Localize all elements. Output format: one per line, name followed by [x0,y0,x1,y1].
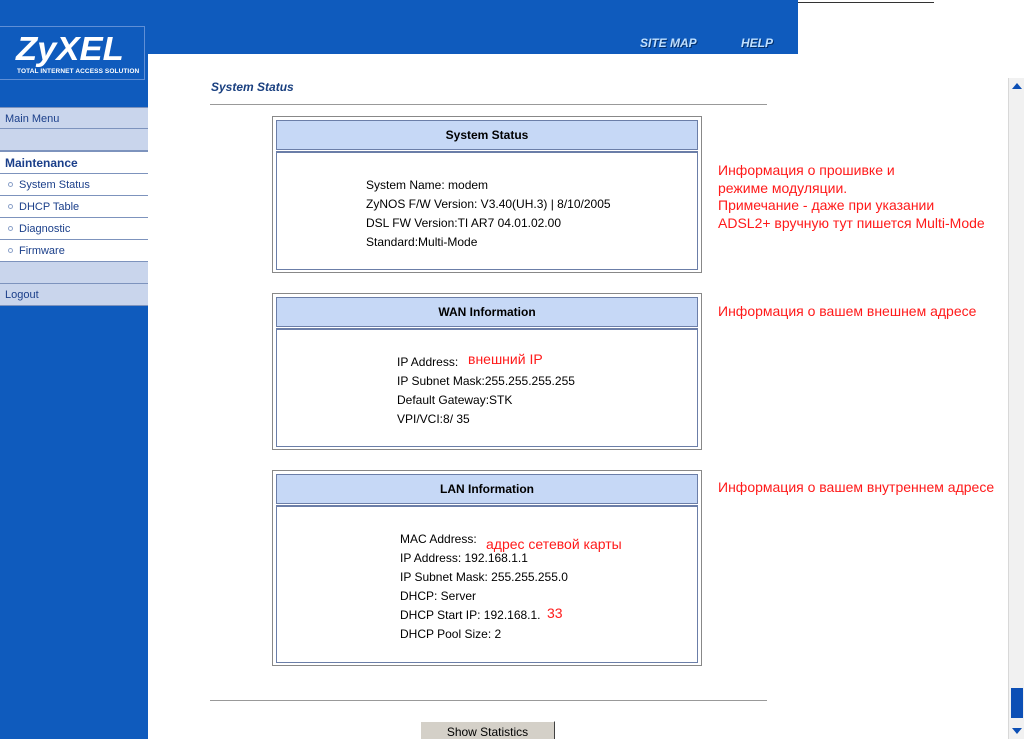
lan-mac-annotation: адрес сетевой карты [486,536,622,552]
wan-subnet-mask: IP Subnet Mask:255.255.255.255 [397,374,575,388]
lan-annotation: Информация о вашем внутреннем адресе [718,479,995,495]
content-corner [148,54,178,84]
sidebar-spacer [0,262,148,284]
panel-body [276,151,698,270]
bullet-icon [8,248,13,253]
lan-dhcp-pool-size: DHCP Pool Size: 2 [400,627,502,641]
bullet-icon [8,226,13,231]
system-status-panel [272,116,702,273]
page-title: System Status [211,80,294,94]
divider [210,700,767,702]
wan-information-panel [272,293,702,450]
lan-dhcp-mode: DHCP: Server [400,589,477,603]
scroll-up-arrow-icon[interactable] [1012,83,1022,89]
help-link[interactable]: HELP [741,36,774,50]
divider [210,104,767,106]
panel-header: System Status [276,120,698,150]
wan-annotation: Информация о вашем внешнем адресе [718,303,977,319]
sidebar-item-label: System Status [19,179,90,191]
system-annotation-line: Примечание - даже при указании [718,197,935,213]
panel-body [276,328,698,447]
firmware-version: ZyNOS F/W Version: V3.40(UH.3) | 8/10/2005 [366,197,611,211]
wan-ip-annotation: внешний IP [468,351,543,367]
sidebar-item-dhcp-table[interactable] [0,196,148,218]
panel-header: LAN Information [276,474,698,504]
site-map-link[interactable]: SITE MAP [640,36,697,50]
lan-ip-address: IP Address: 192.168.1.1 [400,551,528,565]
lan-mac-label: MAC Address: [400,532,477,546]
sidebar-menu [0,107,148,306]
dsl-fw-version: DSL FW Version:TI AR7 04.01.02.00 [366,216,561,230]
vertical-scrollbar[interactable] [1008,78,1024,739]
bullet-icon [8,204,13,209]
bullet-icon [8,182,13,187]
sidebar-item-logout[interactable]: Logout [0,284,148,306]
lan-dhcp-start-annotation: 33 [547,605,563,621]
dsl-standard: Standard:Multi-Mode [366,235,478,249]
top-banner [148,0,798,54]
lan-dhcp-start-ip: DHCP Start IP: 192.168.1. [400,608,541,622]
lan-information-panel [272,470,702,666]
sidebar-item-diagnostic[interactable] [0,218,148,240]
sidebar-item-label: Firmware [19,245,65,257]
wan-ip-label: IP Address: [397,355,459,369]
brand-tagline: TOTAL INTERNET ACCESS SOLUTION [17,68,140,75]
sidebar-item-label: DHCP Table [19,201,80,213]
system-annotation-line: режиме модуляции. [718,180,848,196]
sidebar-spacer [0,129,148,151]
sidebar-item-main-menu[interactable]: Main Menu [0,107,148,129]
panel-header: WAN Information [276,297,698,327]
system-annotation-line: Информация о прошивке и [718,162,895,178]
sidebar-item-label: Diagnostic [19,223,71,235]
show-statistics-button[interactable]: Show Statistics [420,721,555,739]
sidebar-item-firmware[interactable] [0,240,148,262]
scroll-down-arrow-icon[interactable] [1012,728,1022,734]
wan-gateway: Default Gateway:STK [397,393,513,407]
panel-body [276,505,698,663]
system-name: System Name: modem [366,178,489,192]
scroll-thumb[interactable] [1011,688,1023,718]
brand-logo-text: ZyXEL [16,30,124,67]
system-annotation-line: ADSL2+ вручную тут пишется Multi-Mode [718,215,985,231]
wan-vpi-vci: VPI/VCI:8/ 35 [397,412,470,426]
sidebar-section-maintenance[interactable]: Maintenance [0,151,148,174]
lan-subnet-mask: IP Subnet Mask: 255.255.255.0 [400,570,568,584]
sidebar-item-system-status[interactable] [0,174,148,196]
top-divider-line [798,2,934,3]
